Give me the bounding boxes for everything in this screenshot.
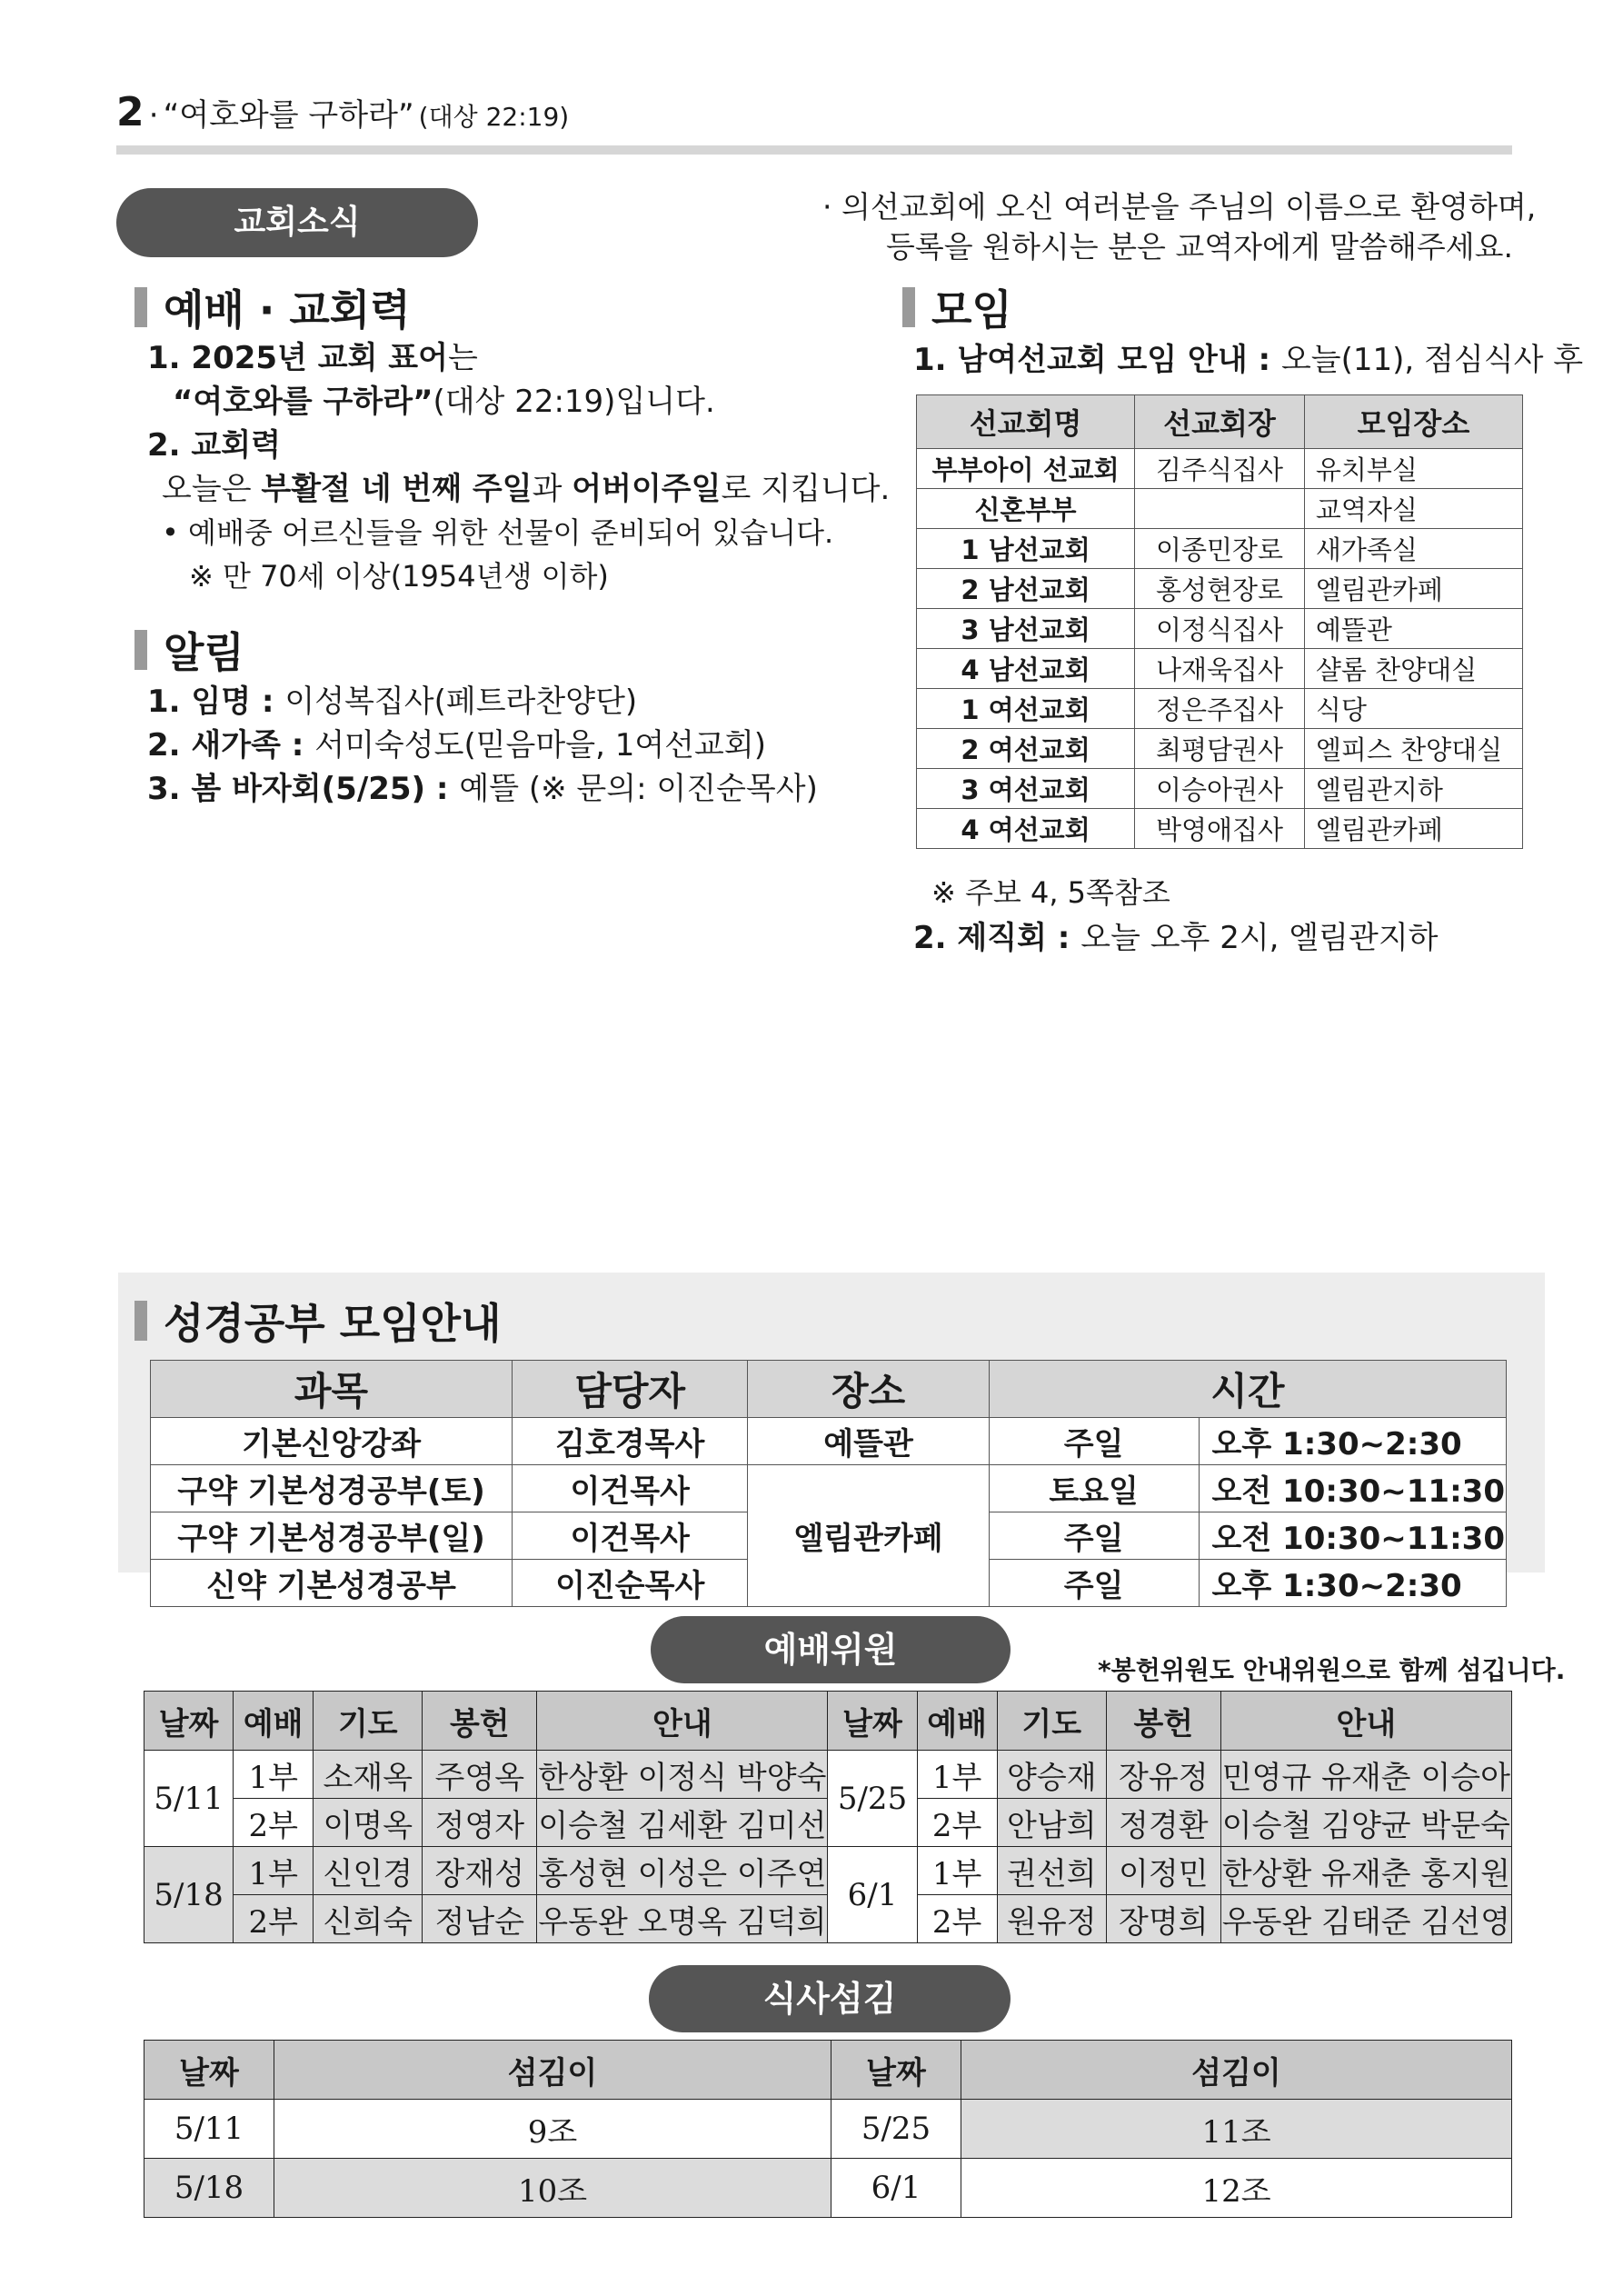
calendar-title: 2. 교회력 xyxy=(147,427,281,464)
bible-time: 오전 10:30~11:30 xyxy=(1199,1512,1506,1560)
col-place: 장소 xyxy=(748,1361,989,1418)
meal-server: 11조 xyxy=(961,2100,1512,2159)
notice-1-label: 1. 임명 : xyxy=(147,684,285,720)
col-date-2: 날짜 xyxy=(831,2041,961,2100)
meeting-title-text: 모임 xyxy=(931,285,1012,334)
group-place: 새가족실 xyxy=(1304,529,1522,569)
group-leader: 최평담권사 xyxy=(1135,729,1305,769)
news-pill: 교회소식 xyxy=(116,188,478,257)
section-bar-icon xyxy=(134,1301,147,1341)
col-subject: 과목 xyxy=(151,1361,513,1418)
meal-date: 5/25 xyxy=(831,2100,961,2159)
worship-committee-table xyxy=(144,1691,1512,1943)
welcome-line-2: 등록을 원하시는 분은 교역자에게 말씀해주세요. xyxy=(885,229,1513,265)
wc-offering: 장유정 xyxy=(1106,1751,1220,1799)
group-place: 유치부실 xyxy=(1304,449,1522,489)
meal-row xyxy=(144,2100,1512,2159)
meeting-row xyxy=(917,809,1523,849)
bible-subject: 기본신앙강좌 xyxy=(151,1418,513,1465)
group-place: 샬롬 찬양대실 xyxy=(1304,649,1522,689)
worship-title-text: 예배 · 교회력 xyxy=(164,285,411,334)
section-bar-icon xyxy=(134,287,147,327)
header-ref: (대상 22:19) xyxy=(418,102,570,132)
bible-leader: 이진순목사 xyxy=(513,1560,748,1607)
col-place: 모임장소 xyxy=(1304,395,1522,449)
welcome-text xyxy=(822,187,1537,267)
group-name: 3 남선교회 xyxy=(917,609,1135,649)
group-leader: 정은주집사 xyxy=(1135,689,1305,729)
bible-time: 오전 10:30~11:30 xyxy=(1199,1465,1506,1512)
section-bar-icon xyxy=(902,287,915,327)
meeting-row xyxy=(917,649,1523,689)
bible-day: 주일 xyxy=(989,1418,1199,1465)
wc-col-5: 날짜 xyxy=(828,1692,917,1751)
meeting-row xyxy=(917,729,1523,769)
notice-item-3 xyxy=(147,767,818,811)
col-leader: 선교회장 xyxy=(1135,395,1305,449)
worship-committee-body xyxy=(144,1751,1512,1943)
group-leader: 김주식집사 xyxy=(1135,449,1305,489)
bible-day: 주일 xyxy=(989,1512,1199,1560)
group-name: 2 여선교회 xyxy=(917,729,1135,769)
meeting-table xyxy=(916,394,1523,849)
page-header xyxy=(116,89,569,135)
meal-pill: 식사섬김 xyxy=(649,1965,1011,2032)
col-server-2: 섬김이 xyxy=(961,2041,1512,2100)
meeting-row xyxy=(917,569,1523,609)
gift-bullet: • 예배중 어르신들을 위한 선물이 준비되어 있습니다. xyxy=(162,515,834,550)
wc-service: 2부 xyxy=(234,1895,314,1943)
wc-offering: 주영옥 xyxy=(423,1751,537,1799)
meeting-row xyxy=(917,609,1523,649)
wc-col-0: 날짜 xyxy=(144,1692,234,1751)
wc-offering: 정남순 xyxy=(423,1895,537,1943)
notice-item-1 xyxy=(147,680,818,724)
group-place: 엘피스 찬양대실 xyxy=(1304,729,1522,769)
meeting-2-text: 오늘 오후 2시, 엘림관지하 xyxy=(1080,920,1439,956)
meeting-item-2 xyxy=(913,916,1439,960)
header-title: “여호와를 구하라” xyxy=(163,97,414,134)
group-name: 1 남선교회 xyxy=(917,529,1135,569)
group-place: 엘림관지하 xyxy=(1304,769,1522,809)
wc-prayer: 소재옥 xyxy=(314,1751,423,1799)
meeting-table-header xyxy=(917,395,1523,449)
meeting-item-1 xyxy=(913,338,1583,382)
wc-offering: 장재성 xyxy=(423,1847,537,1895)
bible-table xyxy=(150,1360,1507,1607)
wc-offering: 장명희 xyxy=(1106,1895,1220,1943)
group-name: 부부아이 선교회 xyxy=(917,449,1135,489)
group-place: 엘림관카페 xyxy=(1304,569,1522,609)
bible-table-body xyxy=(151,1418,1507,1607)
bible-day: 토요일 xyxy=(989,1465,1199,1512)
notice-2-text: 서미숙성도(믿음마을, 1여선교회) xyxy=(314,727,766,764)
worship-committee-note: *봉헌위원도 안내위원으로 함께 섬깁니다. xyxy=(1098,1655,1566,1685)
worship-section-title xyxy=(134,277,411,337)
meal-server: 10조 xyxy=(274,2159,831,2218)
wc-prayer: 양승재 xyxy=(997,1751,1106,1799)
meeting-row xyxy=(917,449,1523,489)
meeting-2-label: 2. 제직회 : xyxy=(913,920,1081,956)
notice-3-label: 3. 봄 바자회(5/25) : xyxy=(147,771,460,807)
wc-prayer: 신인경 xyxy=(314,1847,423,1895)
wc-service: 2부 xyxy=(234,1799,314,1847)
wc-usher: 우동완 오명옥 김덕희 xyxy=(537,1895,828,1943)
meeting-row xyxy=(917,529,1523,569)
wc-usher: 우동완 김태준 김선영 xyxy=(1220,1895,1511,1943)
calendar-pre: 오늘은 xyxy=(162,471,262,507)
col-time: 시간 xyxy=(989,1361,1506,1418)
group-leader: 박영애집사 xyxy=(1135,809,1305,849)
wc-service: 1부 xyxy=(234,1751,314,1799)
motto-text: “여호와를 구하라” xyxy=(173,384,433,420)
wc-offering: 이정민 xyxy=(1106,1847,1220,1895)
wc-usher: 이승철 김양균 박문숙 xyxy=(1220,1799,1511,1847)
notice-2-label: 2. 새가족 : xyxy=(147,727,315,764)
bible-day: 주일 xyxy=(989,1560,1199,1607)
wc-usher: 이승철 김세환 김미선 xyxy=(537,1799,828,1847)
group-leader: 이승아권사 xyxy=(1135,769,1305,809)
col-date-1: 날짜 xyxy=(144,2041,274,2100)
wc-usher: 민영규 유재춘 이승아 xyxy=(1220,1751,1511,1799)
bible-time: 오후 1:30~2:30 xyxy=(1199,1560,1506,1607)
bible-section-title xyxy=(134,1291,502,1351)
meeting-table-body xyxy=(917,449,1523,849)
group-leader: 이종민장로 xyxy=(1135,529,1305,569)
wc-date: 6/1 xyxy=(828,1847,917,1943)
col-group: 선교회명 xyxy=(917,395,1135,449)
page-number: 2 xyxy=(116,89,144,135)
meeting-row xyxy=(917,489,1523,529)
bible-subject: 신약 기본성경공부 xyxy=(151,1560,513,1607)
group-leader: 이정식집사 xyxy=(1135,609,1305,649)
bible-subject: 구약 기본성경공부(토) xyxy=(151,1465,513,1512)
wc-date: 5/18 xyxy=(144,1847,234,1943)
meeting-1-text: 오늘(11), 점심식사 후 xyxy=(1280,342,1584,378)
motto-particle: 는 xyxy=(447,340,478,376)
notice-1-text: 이성복집사(페트라찬양단) xyxy=(284,684,638,720)
notice-title-text: 알림 xyxy=(164,628,244,677)
col-server-1: 섬김이 xyxy=(274,2041,831,2100)
bible-row xyxy=(151,1465,1507,1512)
meal-row xyxy=(144,2159,1512,2218)
worship-committee-header xyxy=(144,1692,1512,1751)
meal-table-body xyxy=(144,2100,1512,2218)
wc-prayer: 원유정 xyxy=(997,1895,1106,1943)
bible-place: 예뜰관 xyxy=(748,1418,989,1465)
wc-col-8: 봉헌 xyxy=(1106,1692,1220,1751)
header-sep: · xyxy=(148,97,159,134)
bible-leader: 김호경목사 xyxy=(513,1418,748,1465)
group-leader: 홍성현장로 xyxy=(1135,569,1305,609)
meal-server: 9조 xyxy=(274,2100,831,2159)
meal-date: 6/1 xyxy=(831,2159,961,2218)
group-place: 식당 xyxy=(1304,689,1522,729)
calendar-parents: 어버이주일 xyxy=(572,471,722,507)
wc-prayer: 이명옥 xyxy=(314,1799,423,1847)
calendar-item xyxy=(147,424,890,598)
meal-server: 12조 xyxy=(961,2159,1512,2218)
wc-offering: 정경환 xyxy=(1106,1799,1220,1847)
group-place: 예뜰관 xyxy=(1304,609,1522,649)
meeting-1-label: 1. 남여선교회 모임 안내 : xyxy=(913,342,1281,378)
wc-col-9: 안내 xyxy=(1220,1692,1511,1751)
wc-prayer: 신희숙 xyxy=(314,1895,423,1943)
notice-list xyxy=(147,680,818,811)
bible-subject: 구약 기본성경공부(일) xyxy=(151,1512,513,1560)
wc-service: 2부 xyxy=(917,1895,997,1943)
bible-row xyxy=(151,1418,1507,1465)
group-name: 4 여선교회 xyxy=(917,809,1135,849)
wc-prayer: 안남희 xyxy=(997,1799,1106,1847)
group-place: 엘림관카페 xyxy=(1304,809,1522,849)
meeting-note: ※ 주보 4, 5쪽참조 xyxy=(931,875,1170,910)
wc-service: 2부 xyxy=(917,1799,997,1847)
group-leader xyxy=(1135,489,1305,529)
wc-usher: 홍성현 이성은 이주연 xyxy=(537,1847,828,1895)
meeting-row xyxy=(917,769,1523,809)
meeting-row xyxy=(917,689,1523,729)
calendar-mid: 과 xyxy=(532,471,573,507)
meal-table-header xyxy=(144,2041,1512,2100)
wc-row xyxy=(144,1847,1512,1895)
wc-col-6: 예배 xyxy=(917,1692,997,1751)
bible-table-header xyxy=(151,1361,1507,1418)
gift-note: ※ 만 70세 이상(1954년생 이하) xyxy=(189,559,609,594)
bible-time: 오후 1:30~2:30 xyxy=(1199,1418,1506,1465)
meal-date: 5/18 xyxy=(144,2159,274,2218)
wc-service: 1부 xyxy=(917,1847,997,1895)
wc-date: 5/11 xyxy=(144,1751,234,1847)
bible-leader: 이건목사 xyxy=(513,1512,748,1560)
meal-table xyxy=(144,2040,1512,2218)
wc-usher: 한상환 유재춘 홍지원 xyxy=(1220,1847,1511,1895)
group-place: 교역자실 xyxy=(1304,489,1522,529)
motto-label: 1. 2025년 교회 표어 xyxy=(147,340,448,376)
calendar-post: 로 지킵니다. xyxy=(721,471,891,507)
wc-col-2: 기도 xyxy=(314,1692,423,1751)
bible-leader: 이건목사 xyxy=(513,1465,748,1512)
notice-3-text: 예뜰 (※ 문의: 이진순목사) xyxy=(459,771,818,807)
wc-service: 1부 xyxy=(234,1847,314,1895)
wc-usher: 한상환 이정식 박양숙 xyxy=(537,1751,828,1799)
meal-date: 5/11 xyxy=(144,2100,274,2159)
worship-committee-pill: 예배위원 xyxy=(651,1616,1011,1683)
motto-ref: (대상 22:19)입니다. xyxy=(433,384,715,420)
meeting-section-title xyxy=(902,277,1012,337)
bible-place: 엘림관카페 xyxy=(748,1465,989,1607)
bible-title-text: 성경공부 모임안내 xyxy=(164,1299,502,1348)
calendar-easter: 부활절 네 번째 주일 xyxy=(261,471,533,507)
group-leader: 나재욱집사 xyxy=(1135,649,1305,689)
wc-row xyxy=(144,1751,1512,1799)
wc-prayer: 권선희 xyxy=(997,1847,1106,1895)
group-name: 2 남선교회 xyxy=(917,569,1135,609)
wc-col-1: 예배 xyxy=(234,1692,314,1751)
group-name: 신혼부부 xyxy=(917,489,1135,529)
section-bar-icon xyxy=(134,630,147,670)
notice-section-title xyxy=(134,620,244,680)
col-leader: 담당자 xyxy=(513,1361,748,1418)
wc-col-4: 안내 xyxy=(537,1692,828,1751)
header-divider xyxy=(116,145,1512,155)
wc-date: 5/25 xyxy=(828,1751,917,1847)
motto-item xyxy=(147,336,715,424)
wc-service: 1부 xyxy=(917,1751,997,1799)
group-name: 3 여선교회 xyxy=(917,769,1135,809)
group-name: 4 남선교회 xyxy=(917,649,1135,689)
wc-offering: 정영자 xyxy=(423,1799,537,1847)
notice-item-2 xyxy=(147,724,818,767)
welcome-line-1: · 의선교회에 오신 여러분을 주님의 이름으로 환영하며, xyxy=(822,189,1537,225)
group-name: 1 여선교회 xyxy=(917,689,1135,729)
wc-col-7: 기도 xyxy=(997,1692,1106,1751)
wc-col-3: 봉헌 xyxy=(423,1692,537,1751)
